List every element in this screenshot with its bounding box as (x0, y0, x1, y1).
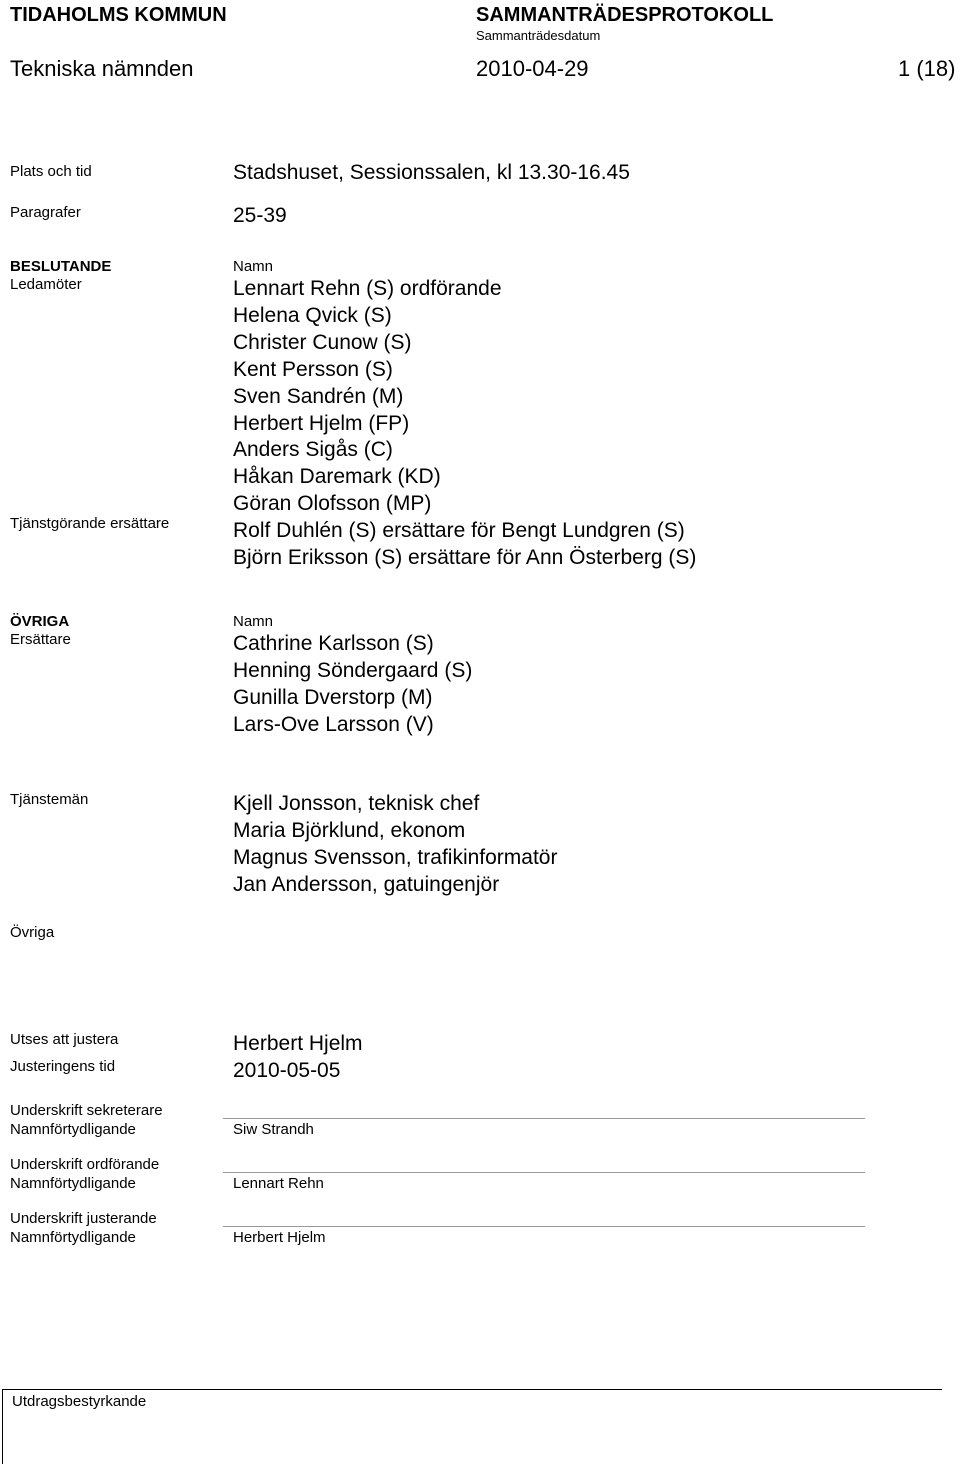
signature-line (223, 1118, 865, 1119)
page-number: 1 (18) (898, 56, 956, 81)
others-substitutes-list (233, 631, 472, 739)
list-item: Magnus Svensson, trafikinformatör (233, 845, 558, 869)
chair-clarification-label: Namnförtydligande (10, 1175, 136, 1192)
secretary-clarification-label: Namnförtydligande (10, 1121, 136, 1138)
adjuster-clarification-label: Namnförtydligande (10, 1229, 136, 1246)
signature-line (223, 1226, 865, 1227)
officials-label: Tjänstemän (10, 791, 89, 808)
certificate-label: Utdragsbestyrkande (12, 1393, 147, 1410)
list-item: Göran Olofsson (MP) (233, 492, 432, 516)
list-item: Gunilla Dverstorp (M) (233, 685, 433, 709)
appointed-adjuster-label: Utses att justera (10, 1031, 119, 1048)
chair-name: Lennart Rehn (233, 1175, 324, 1192)
others-name-header: Namn (233, 613, 274, 630)
list-item: Sven Sandrén (M) (233, 384, 404, 408)
deciding-heading: BESLUTANDE (10, 258, 112, 275)
members-label: Ledamöter (10, 276, 82, 293)
appointed-adjuster-value: Herbert Hjelm (233, 1032, 363, 1055)
deciding-members-list (233, 276, 696, 572)
list-item: Cathrine Karlsson (S) (233, 632, 434, 655)
list-item: Helena Qvick (S) (233, 303, 392, 327)
adjuster-name: Herbert Hjelm (233, 1229, 326, 1246)
list-item: Håkan Daremark (KD) (233, 465, 441, 489)
date-label: Sammanträdesdatum (476, 28, 601, 43)
adjuster-signature-label: Underskrift justerande (10, 1210, 157, 1227)
certificate-left-line (2, 1389, 3, 1464)
serving-substitutes-label: Tjänstgörande ersättare (10, 515, 170, 532)
list-item: Maria Björklund, ekonom (233, 818, 466, 842)
chair-signature-label: Underskrift ordförande (10, 1156, 160, 1173)
secretary-signature-label: Underskrift sekreterare (10, 1102, 163, 1119)
list-item: Kjell Jonsson, teknisk chef (233, 792, 480, 815)
municipality-name: TIDAHOLMS KOMMUN (10, 4, 227, 26)
protocol-title: SAMMANTRÄDESPROTOKOLL (476, 4, 774, 26)
others-heading: ÖVRIGA (10, 613, 70, 630)
committee-name: Tekniska nämnden (10, 56, 194, 81)
list-item: Kent Persson (S) (233, 357, 393, 381)
list-item: Björn Eriksson (S) ersättare för Ann Österberg (S) (233, 546, 697, 570)
paragraphs-value: 25-39 (233, 204, 287, 227)
others-substitutes-label: Ersättare (10, 631, 71, 648)
officials-list (233, 791, 557, 899)
list-item: Rolf Duhlén (S) ersättare för Bengt Lundgren (S) (233, 519, 685, 543)
list-item: Lars-Ove Larsson (V) (233, 712, 434, 736)
name-column-header: Namn (233, 258, 274, 275)
adjustment-time-value: 2010-05-05 (233, 1059, 341, 1082)
paragraphs-label: Paragrafer (10, 204, 81, 221)
list-item: Christer Cunow (S) (233, 330, 412, 354)
meeting-date: 2010-04-29 (476, 56, 589, 81)
place-label: Plats och tid (10, 163, 92, 180)
list-item: Jan Andersson, gatuingenjör (233, 872, 500, 896)
list-item: Anders Sigås (C) (233, 438, 393, 462)
list-item: Lennart Rehn (S) ordförande (233, 277, 502, 300)
certificate-top-line (2, 1389, 942, 1390)
place-value: Stadshuset, Sessionssalen, kl 13.30-16.45 (233, 161, 630, 184)
secretary-name: Siw Strandh (233, 1121, 314, 1138)
list-item: Herbert Hjelm (FP) (233, 411, 410, 435)
adjustment-time-label: Justeringens tid (10, 1058, 116, 1075)
other-attendees-label: Övriga (10, 924, 55, 941)
signature-line (223, 1172, 865, 1173)
list-item: Henning Söndergaard (S) (233, 658, 473, 682)
